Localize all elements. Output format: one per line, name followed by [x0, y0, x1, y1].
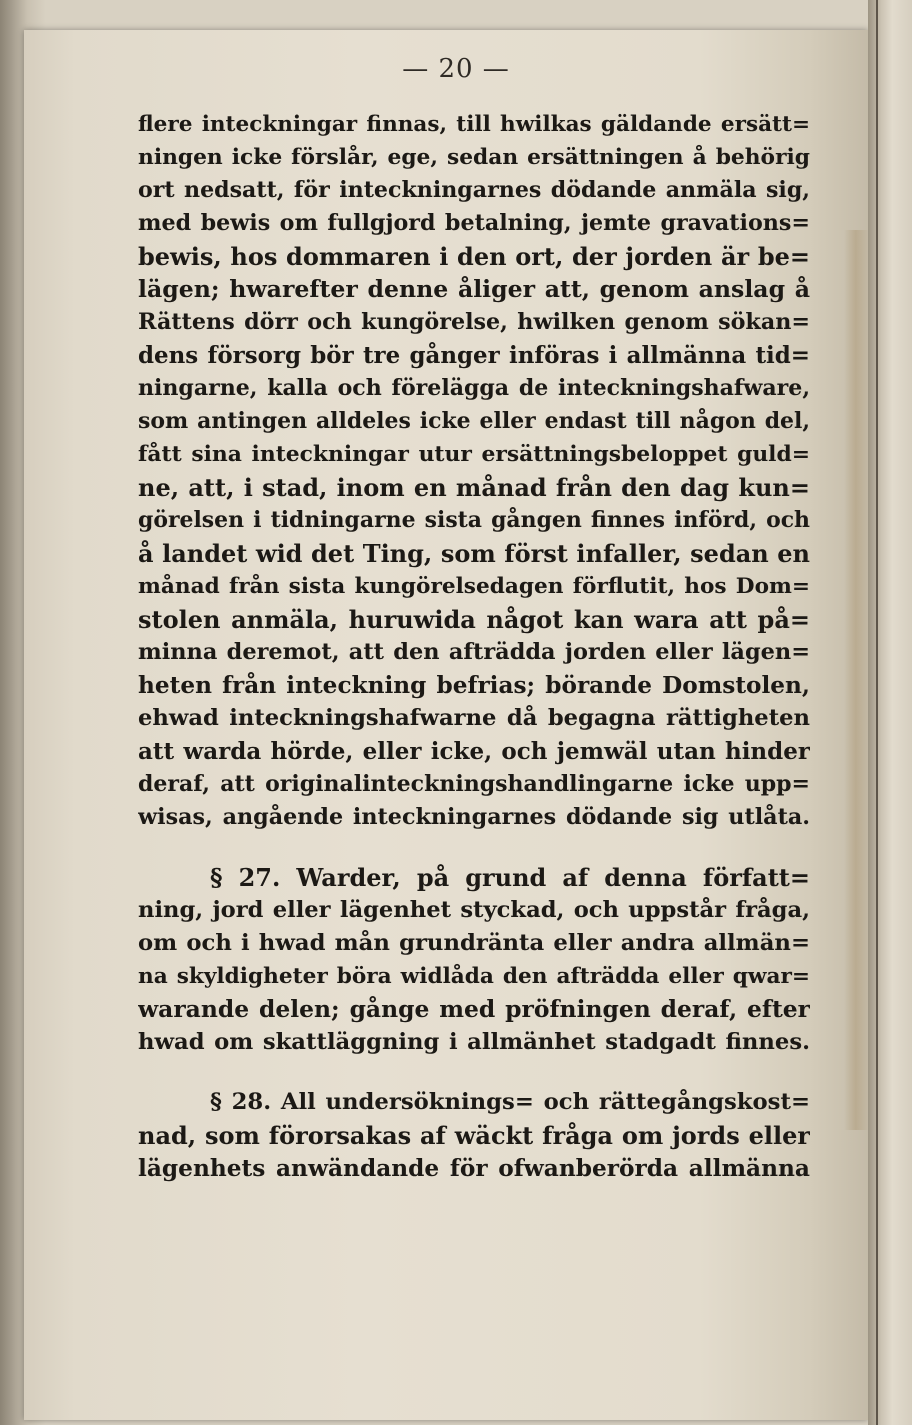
text-line: nad, som förorsakas af wäckt fråga om jords eller: [138, 1121, 810, 1150]
text-line: å landet wid det Ting, som först infaller, sedan en: [138, 539, 810, 568]
gutter-divider: [876, 0, 878, 1425]
text-line: lägenhets anwändande för ofwanberörda allmänna: [138, 1155, 810, 1182]
text-line: minna deremot, att den afträdda jorden eller lägen=: [138, 639, 810, 665]
text-line: bewis, hos dommaren i den ort, der jorden är be=: [138, 242, 810, 271]
section-heading-line: § 27. Warder, på grund af denna författ=: [210, 863, 810, 892]
text-line: ne, att, i stad, inom en månad från den dag kun=: [138, 473, 810, 502]
page-number: — 20 —: [402, 54, 510, 84]
text-line: ehwad inteckningshafwarne då begagna rättigheten: [138, 705, 810, 731]
text-line: dens försorg bör tre gånger införas i allmänna tid=: [138, 342, 810, 369]
book-gutter: [868, 0, 912, 1425]
section-heading-line: § 28. All undersöknings= och rättegångskost=: [210, 1089, 810, 1115]
text-line: fått sina inteckningar utur ersättningsbeloppet guld=: [138, 442, 810, 467]
text-line: flere inteckningar finnas, till hwilkas gäldande ersätt=: [138, 112, 810, 137]
text-line: görelsen i tidningarne sista gången finnes införd, och: [138, 507, 810, 533]
paragraph-continuation: [138, 108, 810, 834]
text-line: om och i hwad mån grundränta eller andra allmän=: [138, 930, 810, 956]
text-line: med bewis om fullgjord betalning, jemte gravations=: [138, 210, 810, 236]
text-line: hwad om skattläggning i allmänhet stadgadt finnes.: [138, 1029, 810, 1055]
text-line: att warda hörde, eller icke, och jemwäl utan hinder: [138, 738, 810, 765]
text-line: heten från inteckning befrias; börande Domstolen,: [138, 672, 810, 699]
text-line: Rättens dörr och kungörelse, hwilken genom sökan=: [138, 309, 810, 335]
section-27: [138, 861, 810, 1059]
text-line: ning, jord eller lägenhet styckad, och uppstår fråga,: [138, 897, 810, 923]
section-28: [138, 1086, 810, 1185]
text-line: na skyldigheter böra widlåda den afträdda eller qwar=: [138, 964, 810, 989]
body-text: [138, 108, 810, 1185]
text-line: wisas, angående inteckningarnes dödande sig utlåta.: [138, 804, 810, 830]
text-line: stolen anmäla, huruwida något kan wara att på=: [138, 605, 810, 634]
text-line: ningarne, kalla och förelägga de inteckningshafware,: [138, 375, 810, 401]
text-line: lägen; hwarefter denne åliger att, genom anslag å: [138, 275, 810, 303]
text-line: warande delen; gånge med pröfningen deraf, efter: [138, 995, 810, 1023]
text-line: deraf, att originalinteckningshandlingarne icke upp=: [138, 771, 810, 797]
text-line: månad från sista kungörelsedagen förflutit, hos Dom=: [138, 574, 810, 599]
text-line: ningen icke förslår, ege, sedan ersättningen å behörig: [138, 145, 810, 170]
text-line: som antingen alldeles icke eller endast till någon del,: [138, 408, 810, 434]
text-line: ort nedsatt, för inteckningarnes dödande anmäla sig,: [138, 177, 810, 203]
